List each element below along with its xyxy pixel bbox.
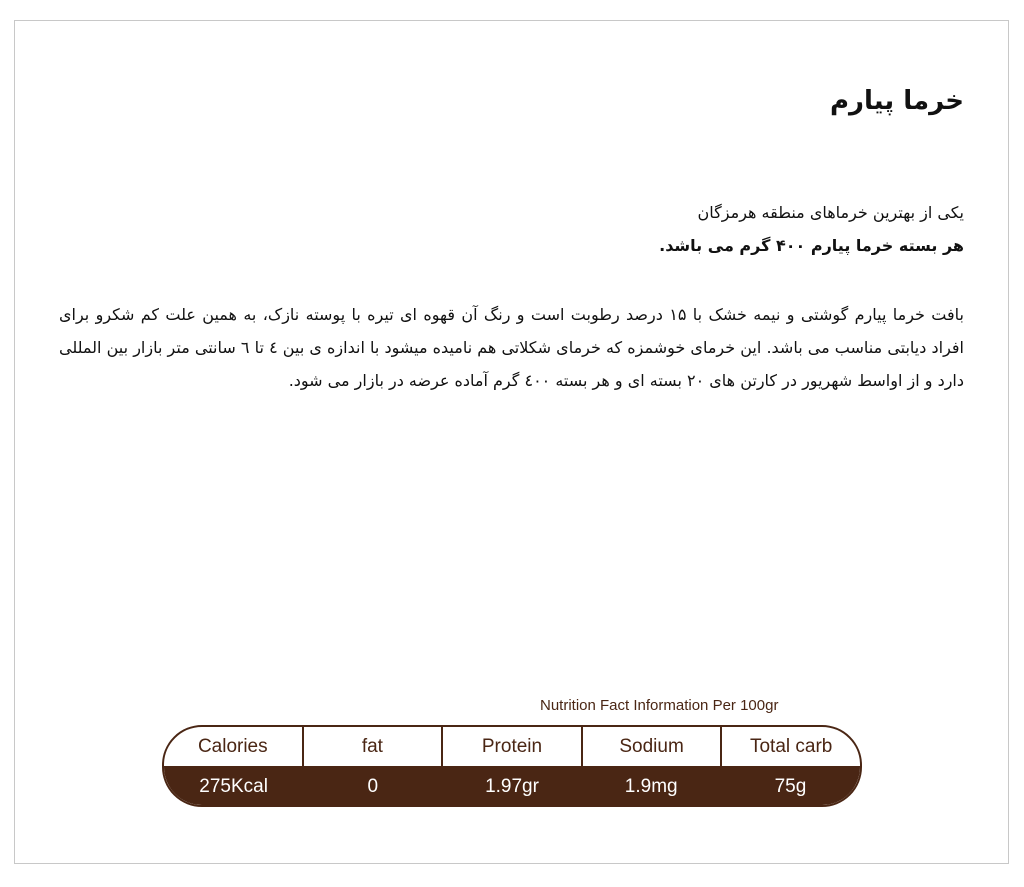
nutrition-values-row (164, 766, 860, 807)
nutrition-table (162, 725, 862, 807)
value-sodium: 1.9mg (624, 775, 678, 797)
product-title: خرما پیارم (830, 86, 964, 116)
product-description: بافت خرما پیارم گوشتی و نیمه خشک با ۱۵ درصد رطوبت است و رنگ آن قهوه ای تیره با پوسته نازک، به همین علت کم شکرو برای افراد دیابتی مناسب می باشد. این خرمای خوشمزه که خرمای شکلاتی هم نامیده میشود با اندازه ی بین ٤ تا ٦ سانتی متر بازار بین المللی دارد و از اواسط شهریور در کارتن های ۲۰ بسته ای و هر بسته ٤٠٠ گرم آماده عرضه در بازار می شود. (59, 305, 965, 390)
nutrition-caption: Nutrition Fact Information Per 100gr (540, 697, 779, 714)
intro-line-region: یکی از بهترین خرماهای منطقه هرمزگان (697, 203, 964, 222)
value-protein: 1.97gr (485, 775, 539, 797)
value-total-carb: 75g (774, 775, 807, 797)
header-total-carb: Total carb (720, 727, 860, 766)
nutrition-header-row (164, 727, 860, 766)
product-intro (264, 196, 964, 262)
header-sodium: Sodium (581, 727, 721, 766)
intro-line-package: هر بسته خرما پیارم ۴۰۰ گرم می باشد. (659, 236, 964, 255)
value-calories: 275Kcal (199, 775, 268, 797)
value-fat: 0 (367, 775, 379, 797)
header-fat: fat (302, 727, 442, 766)
header-calories: Calories (197, 735, 268, 757)
header-protein: Protein (441, 727, 581, 766)
